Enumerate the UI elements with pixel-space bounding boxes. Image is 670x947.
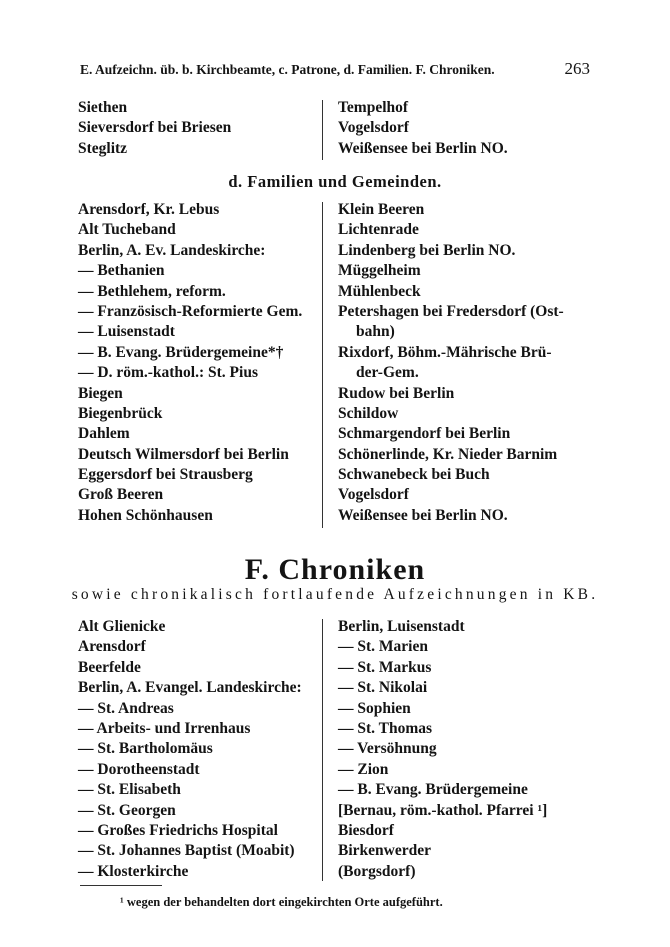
list-item: Weißensee bei Berlin NO. <box>338 506 508 524</box>
list-item: — Sophien <box>338 699 411 717</box>
section-d-right <box>338 200 588 526</box>
list-item: — St. Markus <box>338 658 432 676</box>
list-item: Dahlem <box>78 425 130 443</box>
list-item: Sieversdorf bei Briesen <box>78 119 232 137</box>
list-item: Tempelhof <box>338 99 409 116</box>
list-item: Beerfelde <box>78 658 141 676</box>
list-item: der-Gem. <box>356 364 419 382</box>
list-item: Müggelheim <box>338 262 421 280</box>
list-item: Schildow <box>338 404 399 422</box>
footnote-rule <box>80 885 162 886</box>
list-item: Alt Glienicke <box>78 618 166 635</box>
list-item: Birkenwerder <box>338 842 431 860</box>
list-item: Petershagen bei Fredersdorf (Ost- <box>338 302 564 320</box>
top-list <box>78 98 578 160</box>
list-item: Vogelsdorf <box>338 486 409 504</box>
footnote: ¹ wegen der behandelten dort eingekirchten Orte aufgeführt. <box>120 895 443 909</box>
list-item: — Zion <box>338 760 389 778</box>
list-item: Weißensee bei Berlin NO. <box>338 139 508 157</box>
list-item: — Französisch-Reformierte Gem. <box>78 302 303 320</box>
list-item: — St. Georgen <box>78 801 176 819</box>
list-item: — St. Marien <box>338 638 428 656</box>
list-item: Biegenbrück <box>78 404 163 422</box>
list-item: Rixdorf, Böhm.-Mährische Brü- <box>338 343 552 361</box>
list-item: Alt Tucheband <box>78 221 176 239</box>
list-item: — Großes Friedrichs Hospital <box>78 821 278 839</box>
section-d-left <box>78 200 318 526</box>
section-f-heading: F. Chroniken <box>244 553 426 586</box>
list-item: — St. Bartholomäus <box>78 740 213 758</box>
list-item: Groß Beeren <box>78 486 164 504</box>
list-item: — D. röm.-kathol.: St. Pius <box>78 364 258 382</box>
column-divider <box>322 202 323 528</box>
list-item: Siethen <box>78 99 128 116</box>
list-item: — St. Johannes Baptist (Moabit) <box>78 842 295 860</box>
list-item: — B. Evang. Brüdergemeine*† <box>78 343 284 361</box>
section-d-list <box>78 200 578 530</box>
list-item: Berlin, A. Ev. Landeskirche: <box>78 241 266 259</box>
list-item: Schönerlinde, Kr. Nieder Barnim <box>338 445 558 463</box>
list-item: Arensdorf, Kr. Lebus <box>78 201 220 218</box>
list-item: Schwanebeck bei Buch <box>338 466 490 484</box>
running-head-title: E. Aufzeichn. üb. b. Kirchbeamte, c. Patrone, d. Familien. F. Chroniken. <box>80 62 495 77</box>
list-item: Berlin, A. Evangel. Landeskirche: <box>78 679 302 697</box>
list-item: Rudow bei Berlin <box>338 384 455 402</box>
list-item: Arensdorf <box>78 638 146 656</box>
list-item: — Arbeits- und Irrenhaus <box>78 719 251 737</box>
list-item: — Bethlehem, reform. <box>78 282 226 300</box>
list-item: — St. Thomas <box>338 719 433 737</box>
list-item: — Bethanien <box>78 262 165 280</box>
list-item: — Luisenstadt <box>78 323 175 341</box>
list-item: — Klosterkirche <box>78 862 189 880</box>
list-item: — St. Elisabeth <box>78 781 181 799</box>
list-item: Biegen <box>78 384 123 402</box>
list-item: Eggersdorf bei Strausberg <box>78 466 253 484</box>
list-item: Mühlenbeck <box>338 282 421 300</box>
list-item: — Dorotheenstadt <box>78 760 200 778</box>
list-item: — St. Andreas <box>78 699 174 717</box>
list-item: Klein Beeren <box>338 201 425 218</box>
list-item: — B. Evang. Brüdergemeine <box>338 781 528 799</box>
list-item: — Versöhnung <box>338 740 437 758</box>
page-number: 263 <box>564 59 590 78</box>
list-item: Lindenberg bei Berlin NO. <box>338 241 516 259</box>
list-item: Hohen Schönhausen <box>78 506 213 524</box>
list-item: (Borgsdorf) <box>338 862 416 880</box>
list-item: Vogelsdorf <box>338 119 409 137</box>
running-head <box>80 59 590 79</box>
list-item: Steglitz <box>78 139 128 157</box>
list-item: Deutsch Wilmersdorf bei Berlin <box>78 445 289 463</box>
section-f-subtitle: sowie chronikalisch fortlaufende Aufzeichnungen in KB. <box>71 586 599 603</box>
list-item: Berlin, Luisenstadt <box>338 618 465 635</box>
list-item: Biesdorf <box>338 821 394 839</box>
section-f-right <box>338 617 588 882</box>
column-divider <box>322 100 323 160</box>
top-list-right <box>338 98 588 159</box>
list-item: [Bernau, röm.-kathol. Pfarrei ¹] <box>338 801 548 819</box>
list-item: Schmargendorf bei Berlin <box>338 425 511 443</box>
list-item: bahn) <box>356 323 395 341</box>
top-list-left <box>78 98 318 159</box>
section-f-left <box>78 617 318 882</box>
section-d-heading: d. Familien und Gemeinden. <box>228 172 442 191</box>
list-item: Lichtenrade <box>338 221 419 239</box>
list-item: — St. Nikolai <box>338 679 428 697</box>
column-divider <box>322 619 323 881</box>
section-f-list <box>78 617 578 887</box>
